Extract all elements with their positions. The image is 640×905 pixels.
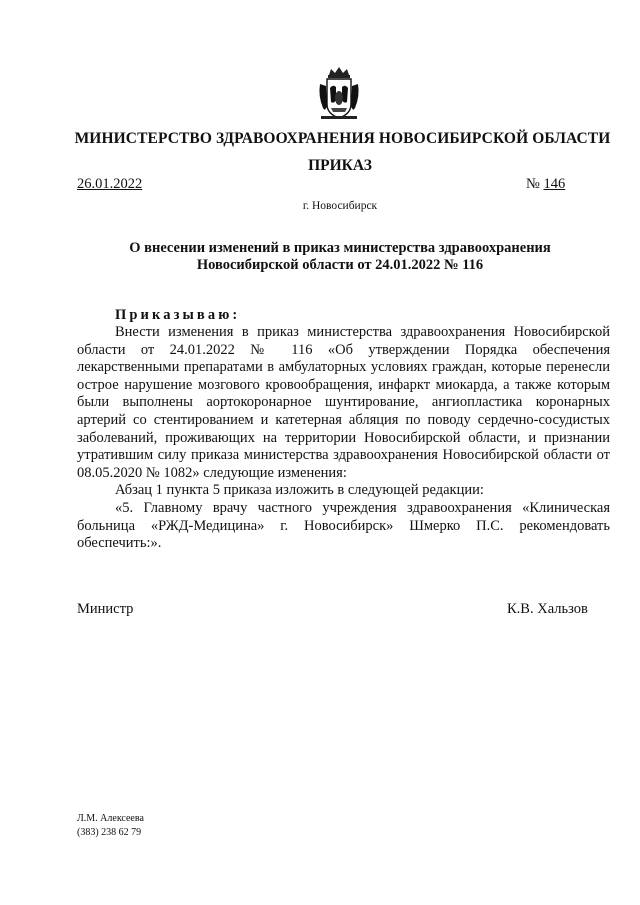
executor-phone: (383) 238 62 79 (77, 827, 142, 838)
city: г. Новосибирск (302, 200, 378, 212)
subject-line-1: О внесении изменений в приказ министерства здравоохранения (129, 240, 551, 256)
subject-line-2: Новосибирской области от 24.01.2022 № 116 (196, 257, 484, 273)
order-number (526, 176, 565, 193)
body-paragraph: Абзац 1 пункта 5 приказа изложить в следующей редакции: (115, 482, 484, 499)
executor-name: Л.М. Алексеева (77, 813, 144, 824)
ministry-title: МИНИСТЕРСТВО ЗДРАВООХРАНЕНИЯ НОВОСИБИРСКОЙ ОБЛАСТИ (74, 130, 611, 147)
body-paragraph: Внести изменения в приказ министерства здравоохранения Новосибирской области от 24.01.2022 № 116 «Об утверждении Порядка обеспечения лекарственными препаратами в амбулаторных условиях граждан, которые перенесли острое нарушение мозгового кровообращения, инфаркт миокарда, а также которым были выполнены аортокоронарное шунтирование, ангиопластика коронарных артерий со стентированием и катетерная абляция по поводу сердечно-сосудистых заболеваний, проживающих на территории Новосибирской области, и признании утратившим силу приказа министерства здравоохранения Новосибирской области от 08.05.2020 № 1082» следующие изменения: (77, 324, 610, 481)
body-paragraph: «5. Главному врачу частного учреждения здравоохранения «Клиническая больница «РЖД-Медицина» г. Новосибирск» Шмерко П.С. рекомендовать обеспечить:». (77, 499, 610, 552)
order-word: Приказываю: (115, 307, 241, 323)
order-number-prefix: № (526, 176, 544, 192)
signer-position: Министр (77, 601, 134, 617)
order-number-value: 146 (543, 176, 566, 192)
order-subject (90, 240, 590, 274)
coat-of-arms-icon (317, 66, 361, 122)
order-body (77, 324, 610, 553)
signer-name: К.В. Хальзов (507, 601, 588, 617)
order-date: 26.01.2022 (77, 176, 143, 192)
executor-block (77, 812, 144, 840)
document-type: ПРИКАЗ (308, 157, 372, 174)
